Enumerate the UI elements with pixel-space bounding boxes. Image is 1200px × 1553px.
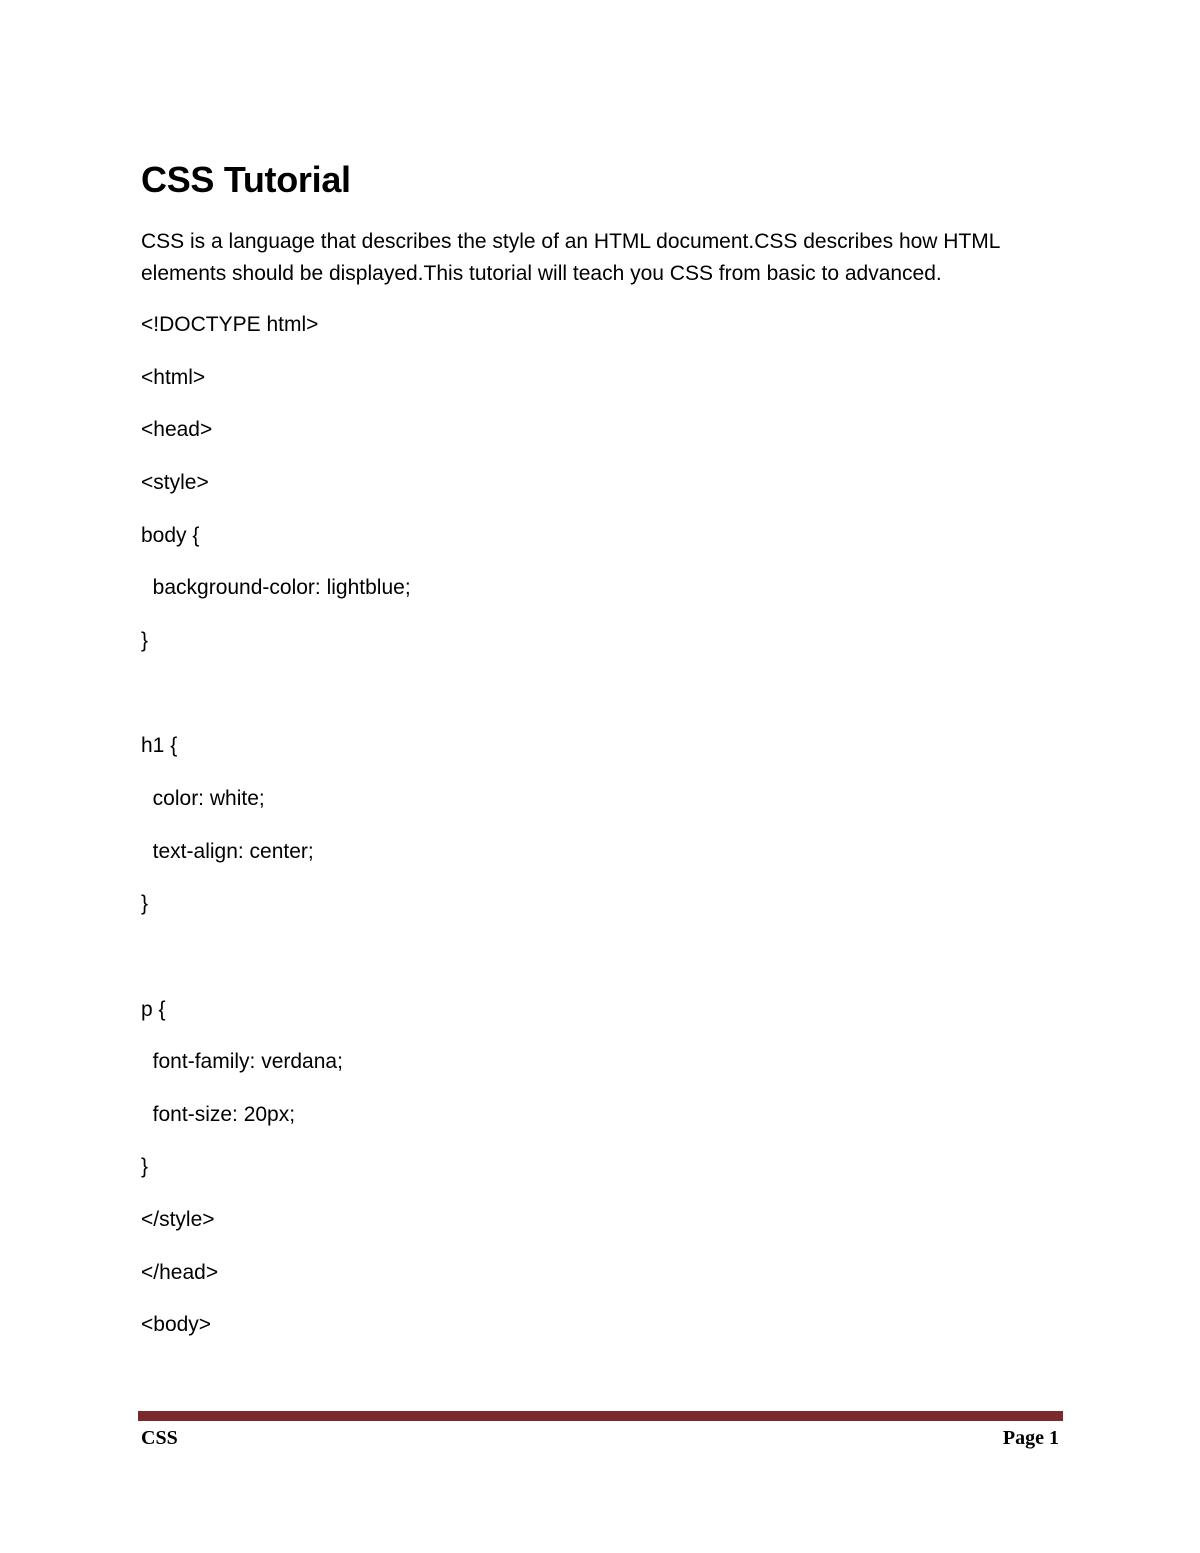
intro-paragraph bbox=[141, 226, 1041, 290]
footer-doc-name: CSS bbox=[141, 1427, 178, 1449]
code-line-body-close-brace: } bbox=[141, 629, 149, 652]
code-line-head-close: </head> bbox=[141, 1261, 219, 1284]
code-line-font-family: font-family: verdana; bbox=[141, 1050, 343, 1073]
footer-page-number: Page 1 bbox=[1002, 1427, 1059, 1449]
code-line-text-align: text-align: center; bbox=[141, 840, 314, 863]
code-line-style-open: <style> bbox=[141, 471, 209, 494]
code-line-p-close-brace: } bbox=[141, 1155, 149, 1178]
code-line-font-size: font-size: 20px; bbox=[141, 1103, 296, 1126]
intro-line-1: CSS is a language that describes the style of an HTML document.CSS describes how HTML bbox=[141, 230, 1001, 253]
code-line-body-open: <body> bbox=[141, 1313, 212, 1336]
code-line-html-open: <html> bbox=[141, 366, 206, 389]
code-line-background-color: background-color: lightblue; bbox=[141, 576, 411, 599]
footer-divider bbox=[138, 1411, 1063, 1421]
code-line-doctype: <!DOCTYPE html> bbox=[141, 313, 319, 336]
code-line-h1-selector: h1 { bbox=[141, 734, 178, 757]
page-title: CSS Tutorial bbox=[141, 159, 351, 200]
code-line-style-close: </style> bbox=[141, 1208, 215, 1231]
code-line-body-selector: body { bbox=[141, 524, 200, 547]
intro-line-2: elements should be displayed.This tutorial will teach you CSS from basic to advanced. bbox=[141, 262, 942, 285]
code-line-h1-close-brace: } bbox=[141, 892, 149, 915]
code-line-p-selector: p { bbox=[141, 998, 166, 1021]
code-line-color: color: white; bbox=[141, 787, 265, 810]
code-line-head-open: <head> bbox=[141, 418, 213, 441]
